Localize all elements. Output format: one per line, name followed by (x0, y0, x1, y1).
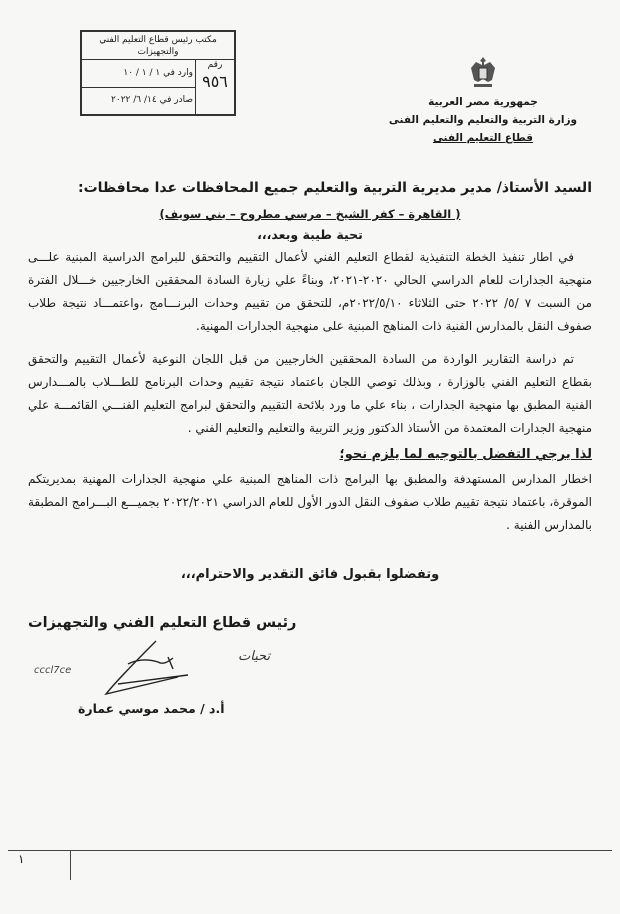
signature-scribble-icon (98, 639, 198, 699)
footer-separator (70, 850, 71, 880)
stamp-issued-label: صادر في (159, 95, 193, 105)
paragraph3 (28, 468, 592, 537)
addressee-exceptions: ( القاهرة – كفر الشيخ – مرسي مطروح – بني سويف) (159, 207, 461, 221)
addressee-title: السيد الأستاذ/ مدير مديرية التربية والتعليم جميع المحافظات عدا محافظات: (77, 180, 592, 196)
incoming-stamp (80, 30, 236, 116)
stamp-issued-date: ١٤/ ٦/ ٢٠٢٢ (111, 95, 157, 105)
paragraph2-line: بقطاع التعليم الفني بالوزارة ، وبذلك توصي اللجان باعتماد نتيجة تقييم وحدات البرنامج للطـــلاب بالمـــدارس (28, 375, 592, 389)
request-line: لذا يرجي التفضل بالتوجيه لما يلزم نحو؛ (339, 447, 592, 462)
paragraph1-line: في اطار تنفيذ الخطة التنفيذية لقطاع التعليم الفني لأعمال التقييم والتحقق للبرامج الدراسية المبنية علـــى (28, 250, 574, 264)
stamp-number-label: رقم (207, 60, 223, 70)
page-number: ١ (18, 852, 25, 866)
footer-divider (8, 850, 612, 851)
signatory-name: أ.د / محمد موسي عمارة (78, 701, 225, 716)
handwritten-note: تحيات (238, 649, 271, 664)
paragraph1 (28, 246, 592, 338)
stamp-received-row (82, 60, 196, 88)
header-country: جمهورية مصر العربية (428, 96, 538, 108)
signature-block (28, 615, 592, 725)
stamp-received-label: وارد في (163, 68, 193, 78)
eagle-emblem-icon (468, 56, 498, 90)
header-ministry: وزارة التربية والتعليم والتعليم الفنى (388, 114, 578, 126)
paragraph2-line: تم دراسة التقارير الواردة من السادة المحققين الخارجيين من قبل اللجان النوعية لأعمال التقييم والتحقق (28, 352, 574, 366)
letter-body (28, 178, 592, 725)
paragraph1-line: نتيجة طلاب صفوف النقل بالمدارس الفنية ذات المناهج المبنية على منهجية الجدارات المهنية. (28, 296, 592, 333)
paragraph3-line: اخطار المدارس المستهدفة والمطبق بها البرامج ذات المناهج المبنية علي منهجية الجدارات المهنية بمديريتكم (28, 472, 592, 486)
stamp-received-date: ١ / ١ / ١٠ (123, 68, 161, 78)
paragraph1-line: منهجية الجدارات للعام الدراسي الحالي ٢٠٢٠-٢٠٢١، وبناءً علي زيارة السادة المحققين الخارجيين خـــلال (62, 273, 593, 287)
paragraph3-line: الموقرة، باعتماد نتيجة تقييم طلاب صفوف النقل الدور الأول للعام الدراسي ٢٠٢٢/٢٠٢١ بجميـــع البـــرامج (71, 495, 592, 509)
stamp-number (195, 60, 234, 114)
paragraph1-line: الفترة من السبت ٧ /٥/ ٢٠٢٢ حتى الثلاثاء ٢٠٢٢/٥/١٠م، للتحقق من تقييم وحدات البرنـــامج ،واعتمـــاد (28, 273, 592, 310)
paragraph3-line: المطبقة بالمدارس الفنية . (28, 495, 592, 532)
greeting: تحية طيبة وبعد،،، (257, 227, 363, 242)
paragraph2 (28, 348, 592, 440)
stamp-issued-row (82, 87, 196, 114)
header-sector: قطاع التعليم الفنى (432, 132, 534, 144)
paragraph2-line: علي منهجية الجدارات المعتمدة من الأستاذ الدكتور وزير التربية والتعليم والتعليم الفني . (28, 398, 592, 435)
closing: وتفضلوا بقبول فائق التقدير والاحترام،،، (180, 567, 440, 582)
handwritten-ref: cccl7ce (34, 665, 72, 676)
paragraph2-line: الفنية المطبق بها منهجية الجدارات ، بناء علي ما ورد بلائحة التقييم والتحقق لبرامج التعليم الفنـــي القائمـــة (53, 398, 592, 412)
stamp-title: مكتب رئيس قطاع التعليم الفني والتجهيزات (82, 32, 234, 60)
stamp-number-value: ٩٥٦ (202, 72, 228, 91)
signature-title: رئيس قطاع التعليم الفني والتجهيزات (28, 615, 297, 631)
